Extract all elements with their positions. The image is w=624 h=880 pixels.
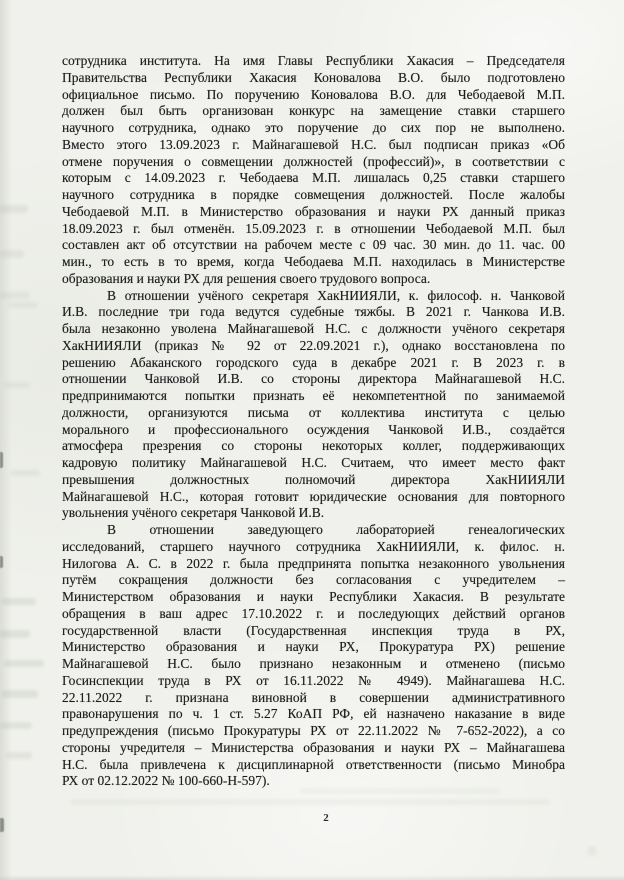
bleedthrough-mark: [4, 382, 30, 388]
text-line: 22.11.2022 г. признана виновной в совершении административного: [62, 689, 565, 705]
text-line: научного сотрудника в порядке совмещения должностей. После жалобы: [62, 187, 565, 202]
text-line: мин., то есть в то время, когда Чебодаева М.П. находилась в Министерстве: [62, 254, 565, 269]
text-line: отношении Чанковой И.В. со стороны директора Майнагашевой Н.С.: [62, 371, 565, 387]
text-line: официальное письмо. По поручению Коновалова В.О. для Чебодаевой М.П.: [62, 86, 565, 102]
text-line: РХ от 02.12.2022 № 100-660-Н-597).: [62, 773, 270, 789]
text-line: Н.С. была привлечена к дисциплинарной ответственности (письмо Минобра: [62, 756, 565, 772]
text-line: В отношении заведующего лабораторией генеалогических: [107, 522, 565, 537]
text-line: правонарушения по ч. 1 ст. 5.27 КоАП РФ, ей назначено наказание в виде: [62, 706, 565, 722]
paragraph: [62, 522, 565, 790]
text-line: В отношении учёного секретаря ХакНИИЯЛИ, к. философ. н. Чанковой: [107, 287, 565, 303]
text-line: предупреждения (письмо Прокуратуры РХ от 22.11.2022 № 7-652-2022), а со: [62, 723, 565, 738]
text-line: государственной власти (Государственная инспекция труда в РХ,: [62, 622, 565, 638]
text-line: И.В. последние три года ведутся судебные тяжбы. В 2021 г. Чанкова И.В.: [62, 304, 565, 320]
text-line: Нилогова А. С. в 2022 г. была предпринята попытка незаконного увольнения: [62, 555, 565, 571]
bleedthrough-mark: [0, 250, 24, 258]
page-number: 2: [323, 812, 329, 824]
bleedthrough-mark: [2, 690, 38, 698]
text-line: стороны учредителя – Министерства образования и науки РХ – Майнагашева: [62, 739, 565, 755]
bleedthrough-mark: [0, 630, 30, 638]
text-line: Министерство образования и науки РХ, Прокуратура РХ) решение: [62, 639, 565, 655]
bleedthrough-mark: [588, 846, 596, 856]
text-line: должен был быть организован конкурс на замещение ставки старшего: [62, 103, 565, 119]
bleedthrough-mark: [2, 598, 36, 605]
text-line: увольнения учёного секретаря Чанковой И.В.: [62, 505, 325, 521]
document-body: [62, 53, 565, 790]
text-line: исследований, старшего научного сотрудника ХакНИИЯЛИ, к. филос. н.: [62, 538, 565, 554]
paragraph: [62, 288, 565, 523]
text-line: Госинспекции труда в РХ от 16.11.2022 № 4949). Майнагашева Н.С.: [62, 672, 565, 688]
bleedthrough-mark: [0, 722, 32, 729]
bleedthrough-mark: [10, 470, 40, 476]
text-line: морального и профессионального осуждения Чанковой И.В., создаётся: [62, 421, 565, 437]
text-line: была незаконно уволена Майнагашевой Н.С. с должности учёного секретаря: [62, 321, 565, 336]
text-line: решению Абаканского городского суда в декабре 2021 г. В 2023 г. в: [62, 354, 565, 370]
text-line: составлен акт об отсутствии на рабочем месте с 09 час. 30 мин. до 11. час. 00: [62, 237, 565, 253]
text-line: Майнагашевой Н.С., которая готовит юридические основания для повторного: [62, 488, 565, 504]
bleedthrough-mark: [0, 205, 28, 213]
text-line: предпринимаются попытки признать её некомпетентной по занимаемой: [62, 388, 565, 403]
scan-edge-mark: [0, 452, 3, 468]
text-line: научного сотрудника, однако это поручение до сих пор не выполнено.: [62, 120, 565, 135]
bleedthrough-mark: [6, 752, 32, 759]
text-line: сотрудника института. На имя Главы Республики Хакасия – Председателя: [62, 53, 565, 68]
scan-edge-mark: [0, 556, 3, 568]
scan-edge-mark: [0, 818, 4, 832]
text-line: кадровую политику Майнагашевой Н.С. Считаем, что имеет место факт: [62, 455, 565, 470]
bleedthrough-mark: [8, 302, 38, 308]
bleedthrough-mark: [0, 292, 30, 299]
text-line: путём сокращения должности без согласования с учредителем –: [62, 572, 565, 588]
text-line: Правительства Республики Хакасия Коновалова В.О. было подготовлено: [62, 69, 565, 85]
text-line: Чебодаевой М.П. в Министерство образования и науки РХ данный приказ: [62, 203, 565, 219]
text-line: отмене поручения о совмещении должностей (профессий)», в соответствии с: [62, 153, 565, 169]
text-line: атмосфера презрения со стороны некоторых коллег, поддерживающих: [62, 438, 565, 454]
text-line: ХакНИИЯЛИ (приказ № 92 от 22.09.2021 г.), однако восстановлена по: [62, 337, 565, 353]
text-line: образования и науки РХ для решения своего трудового вопроса.: [62, 270, 431, 286]
text-line: Вместо этого 13.09.2023 г. Майнагашевой Н.С. был подписан приказ «Об: [62, 136, 565, 152]
bleedthrough-mark: [4, 660, 44, 667]
text-line: превышения должностных полномочий директора ХакНИИЯЛИ: [62, 471, 565, 487]
bleedthrough-mark: [70, 799, 550, 805]
paragraph: [62, 53, 565, 288]
text-line: которым с 14.09.2023 г. Чебодаева М.П. лишалась 0,25 ставки старшего: [62, 170, 565, 186]
text-line: обращения в ваш адрес 17.10.2022 г. и последующих действий органов: [62, 605, 565, 621]
text-line: Майнагашевой Н.С. было признано незаконным и отменено (письмо: [62, 656, 565, 671]
text-line: Министерством образования и науки Республики Хакасия. В результате: [62, 589, 565, 604]
text-line: должности, организуются письма от коллектива института с целью: [62, 404, 565, 420]
text-line: 18.09.2023 г. был отменён. 15.09.2023 г. в отношении Чебодаевой М.П. был: [62, 220, 565, 236]
